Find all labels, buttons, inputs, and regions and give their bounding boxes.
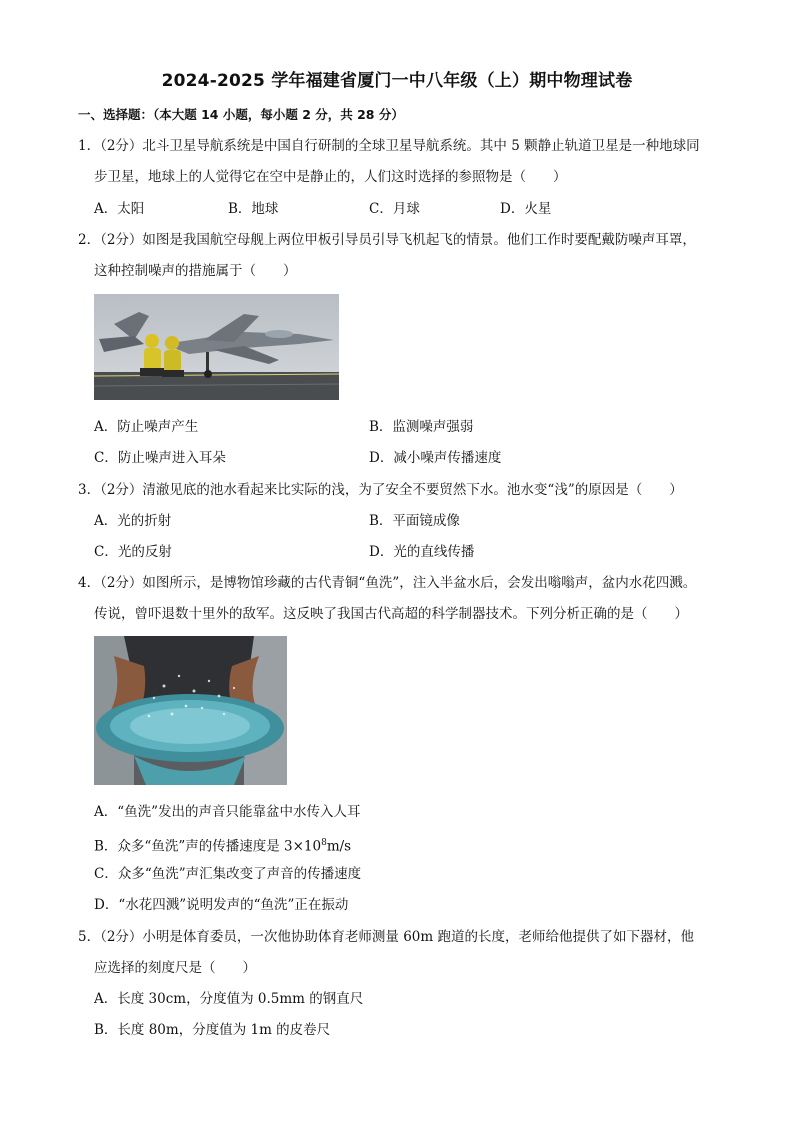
question-3-stem: 3．（2分）清澈见底的池水看起来比实际的浅，为了安全不要贸然下水。池水变“浅”的原因是（ ） bbox=[78, 482, 683, 498]
q1-option-c: C．月球 bbox=[369, 201, 420, 217]
q4-option-c: C．众多“鱼洗”声汇集改变了声音的传播速度 bbox=[94, 866, 362, 882]
q2-option-c: C．防止噪声进入耳朵 bbox=[94, 450, 226, 466]
q2-option-a: A．防止噪声产生 bbox=[94, 419, 199, 435]
page-title: 2024-2025 学年福建省厦门一中八年级（上）期中物理试卷 bbox=[161, 71, 633, 91]
question-5-stem: 5．（2分）小明是体育委员，一次他协助体育老师测量 60m 跑道的长度，老师给他提供了如下器材，他 bbox=[78, 929, 694, 945]
q4-option-b-exponent: 8 bbox=[321, 838, 327, 848]
q4-option-b bbox=[94, 834, 351, 856]
q3-option-c: C．光的反射 bbox=[94, 544, 172, 560]
question-5-stem-cont: 应选择的刻度尺是（ ） bbox=[94, 960, 256, 976]
q1-option-a: A．太阳 bbox=[94, 201, 145, 217]
q4-option-d: D．“水花四溅”说明发声的“鱼洗”正在振动 bbox=[94, 897, 349, 913]
q1-option-b: B．地球 bbox=[228, 201, 279, 217]
aircraft-carrier-photo bbox=[94, 294, 339, 400]
q2-option-d: D．减小噪声传播速度 bbox=[369, 450, 502, 466]
question-4-stem-cont: 传说，曾吓退数十里外的敌军。这反映了我国古代高超的科学制器技术。下列分析正确的是（ ） bbox=[94, 606, 688, 622]
q4-option-b-text: B．众多“鱼洗”声的传播速度是 3×10 bbox=[94, 838, 322, 855]
question-1-stem: 1．（2分）北斗卫星导航系统是中国自行研制的全球卫星导航系统。其中 5 颗静止轨道卫星是一种地球同 bbox=[78, 138, 700, 154]
question-4-stem: 4．（2分）如图所示，是博物馆珍藏的古代青铜“鱼洗”，注入半盆水后，会发出嗡嗡声，盆内水花四溅。 bbox=[78, 575, 697, 591]
question-2-stem-cont: 这种控制噪声的措施属于（ ） bbox=[94, 263, 297, 279]
q2-option-b: B．监测噪声强弱 bbox=[369, 419, 474, 435]
q1-option-d: D．火星 bbox=[500, 201, 552, 217]
question-1-stem-cont: 步卫星，地球上的人觉得它在空中是静止的，人们这时选择的参照物是（ ） bbox=[94, 169, 567, 185]
q3-option-d: D．光的直线传播 bbox=[369, 544, 475, 560]
q4-option-a: A．“鱼洗”发出的声音只能靠盆中水传入人耳 bbox=[94, 804, 361, 820]
q5-option-a: A．长度 30cm，分度值为 0.5mm 的钢直尺 bbox=[94, 991, 364, 1007]
question-2-stem: 2．（2分）如图是我国航空母舰上两位甲板引导员引导飞机起飞的情景。他们工作时要配戴防噪声耳罩， bbox=[78, 232, 696, 248]
q5-option-b: B．长度 80m，分度值为 1m 的皮卷尺 bbox=[94, 1022, 331, 1038]
q3-option-b: B．平面镜成像 bbox=[369, 513, 460, 529]
bronze-basin-photo bbox=[94, 636, 287, 785]
section-heading: 一、选择题：（本大题 14 小题，每小题 2 分，共 28 分） bbox=[78, 107, 404, 122]
q4-option-b-unit: m/s bbox=[326, 838, 352, 855]
q3-option-a: A．光的折射 bbox=[94, 513, 172, 529]
